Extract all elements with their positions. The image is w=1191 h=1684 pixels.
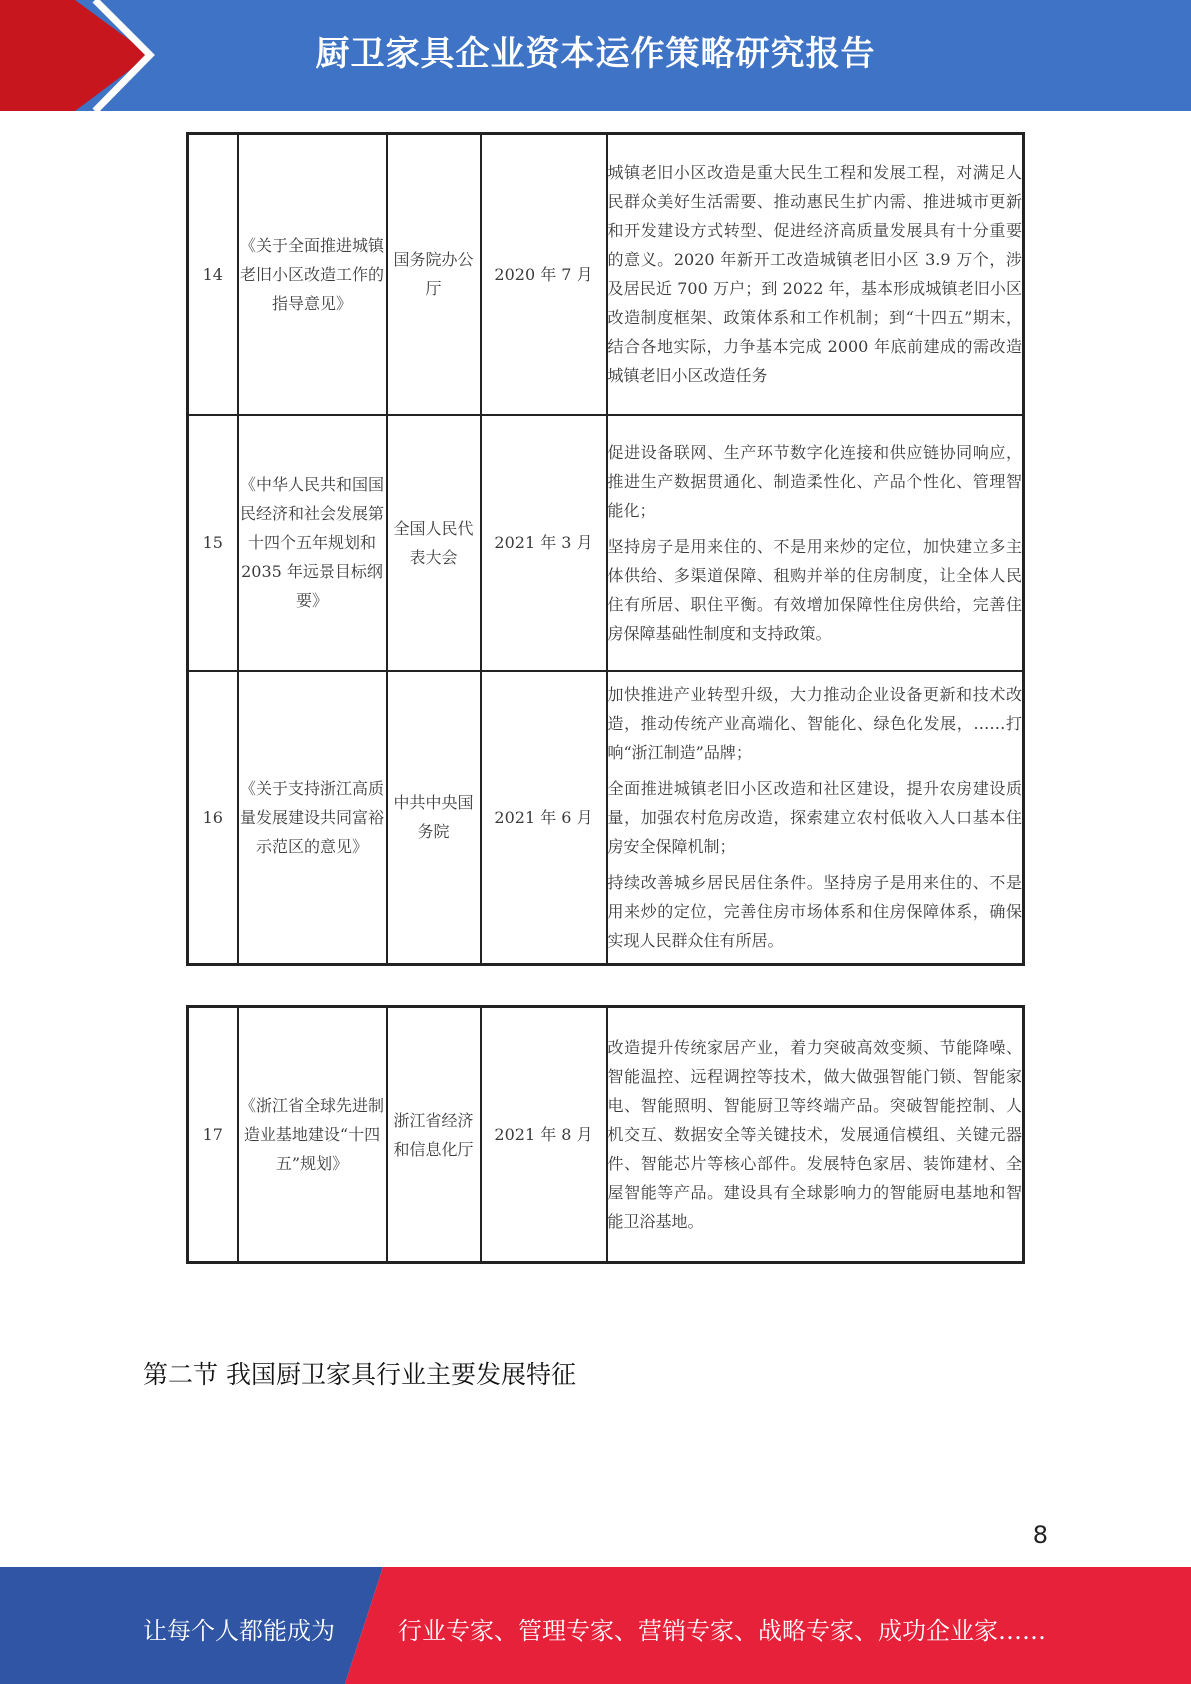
table-row [188,671,1024,965]
content-paragraph: 加快推进产业转型升级，大力推动企业设备更新和技术改造，推动传统产业高端化、智能化、绿色化发展，……打响“浙江制造”品牌； [607,684,1022,762]
policy-title: 《浙江省全球先进制造业基地建设“十四五”规划》 [238,1007,387,1263]
table-row [188,1007,1024,1263]
page-number: 8 [1032,1521,1048,1549]
issuing-organization: 中共中央国务院 [387,671,481,965]
policy-content [607,415,1024,671]
footer-slogan-right: 行业专家、管理专家、营销专家、战略专家、成功企业家…… [398,1617,1046,1645]
footer-slogan-left: 让每个人都能成为 [143,1617,335,1645]
table-row [188,415,1024,671]
content-paragraph: 坚持房子是用来住的、不是用来炒的定位，加快建立多主体供给、多渠道保障、租购并举的住房制度，让全体人民住有所居、职住平衡。有效增加保障性住房供给，完善住房保障基础性制度和支持政策。 [607,536,1022,643]
policy-title: 《中华人民共和国国民经济和社会发展第十四个五年规划和 2035 年远景目标纲要》 [238,415,387,671]
issuing-organization: 国务院办公厅 [387,134,481,415]
issuing-organization: 全国人民代表大会 [387,415,481,671]
page-header [0,0,1191,111]
policy-content [607,1007,1024,1263]
issue-date: 2021 年 6 月 [481,671,607,965]
policy-content [607,671,1024,965]
content-paragraph: 城镇老旧小区改造是重大民生工程和发展工程，对满足人民群众美好生活需要、推动惠民生扩内需、推进城市更新和开发建设方式转型、促进经济高质量发展具有十分重要的意义。2020 年新开工改造城镇老旧小区 3.9 万个，涉及居民近 700 万户；到 2022 年，基本形成城镇老旧小区改造制度框架、政策体系和工作机制；到“十四五”期末，结合各地实际，力争基本完成 2000 年底前建成的需改造城镇老旧小区改造任务 [607,163,1022,386]
report-title: 厨卫家具企业资本运作策略研究报告 [315,34,876,74]
issue-date: 2020 年 7 月 [481,134,607,415]
row-number: 15 [188,415,238,671]
table-row [188,134,1024,415]
policy-title: 《关于支持浙江高质量发展建设共同富裕示范区的意见》 [238,671,387,965]
content-paragraph: 促进设备联网、生产环节数字化连接和供应链协同响应，推进生产数据贯通化、制造柔性化、产品个性化、管理智能化； [607,442,1022,520]
policy-content [607,134,1024,415]
policy-table-2 [186,1005,1025,1264]
policy-table-1 [186,132,1025,966]
content-paragraph: 全面推进城镇老旧小区改造和社区建设，提升农房建设质量，加强农村危房改造，探索建立农村低收入人口基本住房安全保障机制； [607,778,1022,856]
row-number: 14 [188,134,238,415]
content-paragraph: 持续改善城乡居民居住条件。坚持房子是用来住的、不是用来炒的定位，完善住房市场体系和住房保障体系，确保实现人民群众住有所居。 [607,872,1022,950]
section-heading: 第二节 我国厨卫家具行业主要发展特征 [143,1360,576,1389]
issue-date: 2021 年 3 月 [481,415,607,671]
policy-title: 《关于全面推进城镇老旧小区改造工作的指导意见》 [238,134,387,415]
row-number: 17 [188,1007,238,1263]
issuing-organization: 浙江省经济和信息化厅 [387,1007,481,1263]
content-paragraph: 改造提升传统家居产业，着力突破高效变频、节能降噪、智能温控、远程调控等技术，做大做强智能门锁、智能家电、智能照明、智能厨卫等终端产品。突破智能控制、人机交互、数据安全等关键技术，发展通信模组、关键元器件、智能芯片等核心部件。发展特色家居、装饰建材、全屋智能等产品。建设具有全球影响力的智能厨电基地和智能卫浴基地。 [607,1038,1022,1231]
issue-date: 2021 年 8 月 [481,1007,607,1263]
page-footer [0,1567,1191,1684]
row-number: 16 [188,671,238,965]
